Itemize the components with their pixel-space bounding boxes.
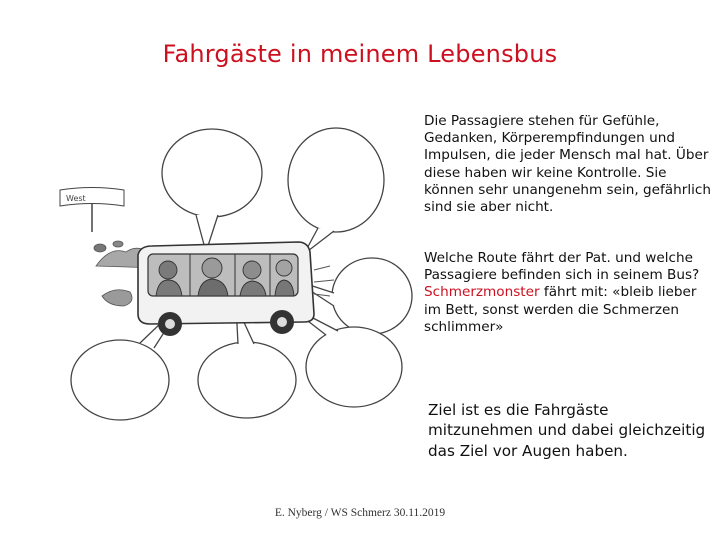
thought-bubble-3 [332, 258, 412, 334]
thought-bubble-4 [71, 340, 169, 420]
slide-title-text: Fahrgäste in meinem Lebensbus [162, 40, 558, 68]
route-question-rest: fährt mit: «bleib lieber im Bett, sonst werden die Schmerzen schlimmer» [424, 284, 697, 335]
thought-bubble-1 [162, 129, 262, 217]
thought-bubble-6 [306, 327, 402, 407]
paragraph-goal: Ziel ist es die Fahrgäste mitzunehmen und dabei gleichzeitig das Ziel vor Augen haben. [428, 401, 706, 460]
road-sign [60, 188, 124, 233]
route-question-text: Welche Route fährt der Pat. und welche Passagiere befinden sich in seinem Bus? [424, 250, 700, 284]
road-sign-text: West [66, 194, 86, 203]
paragraph-passengers: Die Passagiere stehen für Gefühle, Gedanken, Körperempfindungen und Impulsen, die jeder Mensch mal hat. Über diese haben wir keine Kontrolle. Sie können sehr unangenehm sein, gefährlich sind sie aber nicht. [424, 113, 711, 216]
thought-bubble-2 [288, 128, 384, 232]
highlight-schmerzmonster: Schmerzmonster [424, 284, 540, 301]
thought-bubble-5 [198, 342, 296, 418]
paragraph-route-question [424, 250, 714, 336]
footer-credit-text: E. Nyberg / WS Schmerz 30.11.2019 [274, 507, 446, 519]
footer-credit [0, 507, 720, 519]
bus [138, 242, 334, 336]
